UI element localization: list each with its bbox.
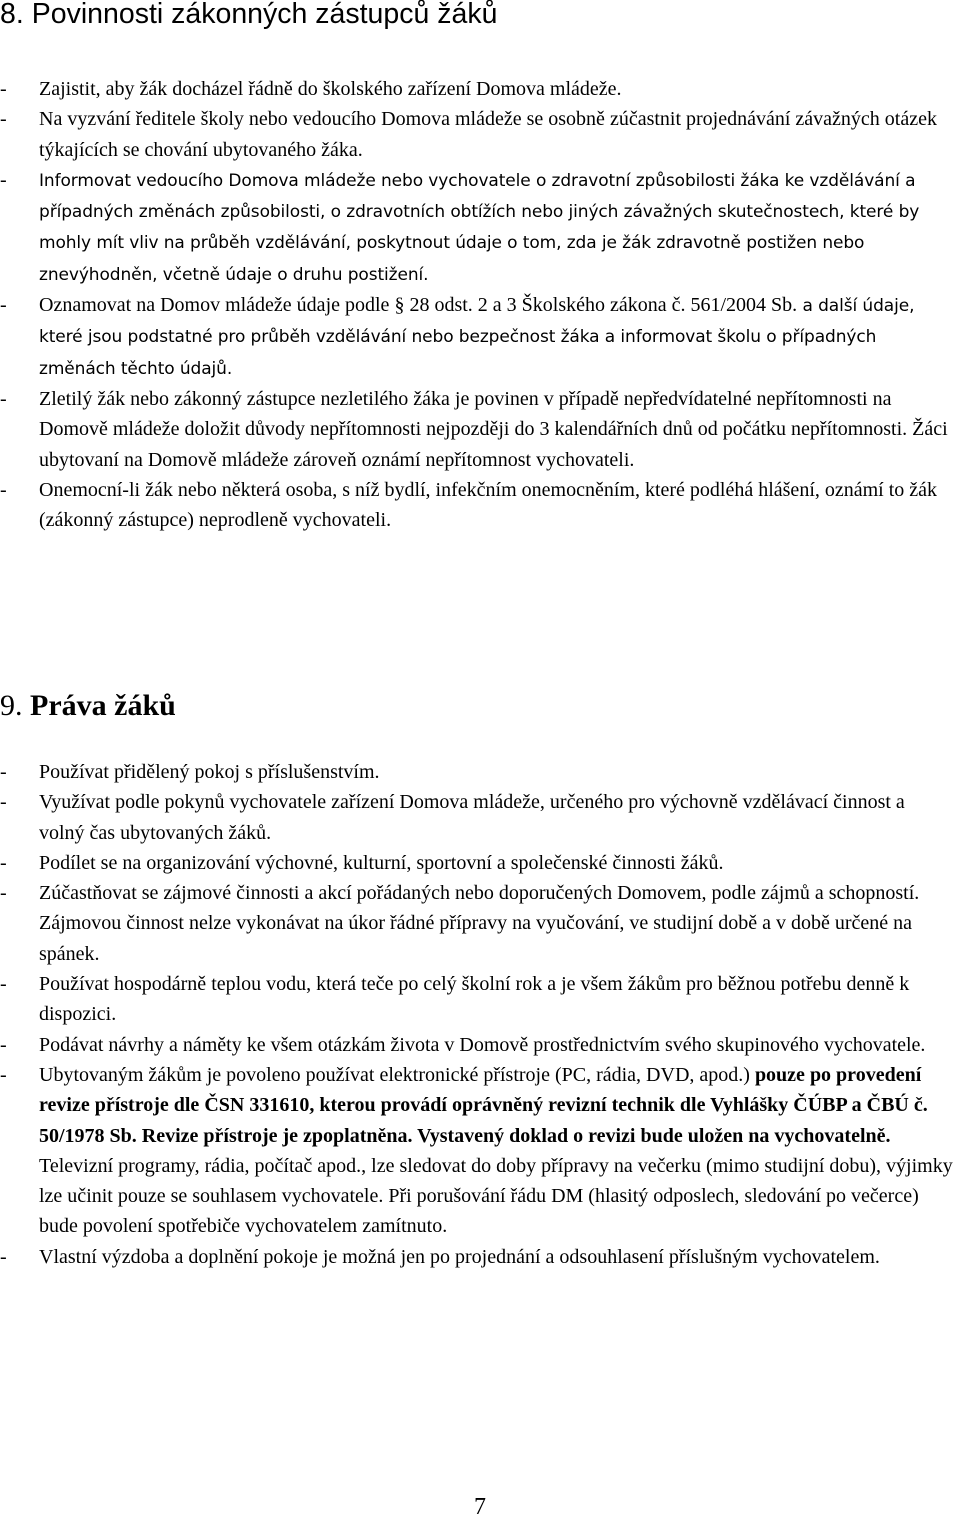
list-item: - Zajistit, aby žák docházel řádně do školského zařízení Domova mládeže. bbox=[0, 74, 960, 104]
list-item: - Informovat vedoucího Domova mládeže nebo vychovatele o zdravotní způsobilosti žáka ke vzdělávání a případných změnách způsobilosti, o zdravotních obtížích nebo jiných závažných skutečnostech, které by mohly mít vliv na průběh vzdělávání, poskytnout údaje o tom, zda je žák zdravotně postižen nebo znevýhodněn, včetně údaje o druhu postižení. bbox=[0, 165, 960, 290]
list-bullet: - bbox=[0, 78, 7, 100]
list-bullet: - bbox=[0, 851, 7, 874]
list-bullet: - bbox=[0, 294, 7, 317]
list-item: - Podílet se na organizování výchovné, kulturní, sportovní a společenské činnosti žáků. bbox=[0, 848, 960, 878]
list-bullet: - bbox=[0, 973, 7, 996]
list-item: - Vlastní výzdoba a doplnění pokoje je možná jen po projednání a odsouhlasení příslušným vychovatelem. bbox=[0, 1242, 960, 1272]
list-bullet: - bbox=[0, 387, 7, 410]
section-sign-icon: § bbox=[394, 294, 405, 317]
list-bullet: - bbox=[0, 478, 7, 501]
list-bullet: - bbox=[0, 761, 7, 783]
section-8-list bbox=[0, 74, 960, 535]
list-bullet: - bbox=[0, 168, 7, 191]
list-bullet: - bbox=[0, 1245, 7, 1268]
list-item: - Na vyzvání ředitele školy nebo vedoucího Domova mládeže se osobně zúčastnit projednávání závažných otázek týkajících se chování ubytovaného žáka. bbox=[0, 104, 960, 165]
section-8-number: 8. bbox=[0, 0, 24, 30]
list-item: - Zletilý žák nebo zákonný zástupce nezletilého žáka je povinen v případě nepředvídatelné nepřítomnosti na Domově mládeže doložit důvody nepřítomnosti nejpozději do 3 kalendářních dnů od počátku nepřítomnosti. Žáci ubytovaní na Domově mládeže zároveň oznámí nepřítomnost vychovateli. bbox=[0, 384, 960, 475]
section-9-number: 9. bbox=[0, 689, 23, 722]
section-9-heading bbox=[0, 689, 176, 723]
list-item: - Podávat návrhy a náměty ke všem otázkám života v Domově prostřednictvím svého skupinového vychovatele. bbox=[0, 1030, 960, 1060]
list-item: - Ubytovaným žákům je povoleno používat elektronické přístroje (PC, rádia, DVD, apod.) pouze po provedení revize přístroje dle ČSN 331610, kterou provádí oprávněný revizní technik dle Vyhlášky ČÚBP a ČBÚ č. 50/1978 Sb. Revize přístroje je zpoplatněna. Vystavený doklad o revizi bude uložen na vychovatelně. Televizní programy, rádia, počítač apod., lze sledovat do doby přípravy na večerku (mimo studijní dobu), výjimky lze učinit pouze se souhlasem vychovatele. Při porušování řádu DM (hlasitý odposlech, sledování po večerce) bude povolení spotřebiče vychovatelem zamítnuto. bbox=[0, 1060, 960, 1242]
list-bullet: - bbox=[0, 882, 7, 905]
section-9-list bbox=[0, 757, 960, 1272]
list-item: - Využívat podle pokynů vychovatele zařízení Domova mládeže, určeného pro výchovně vzdělávací činnost a volný čas ubytovaných žáků. bbox=[0, 787, 960, 848]
list-item: - Zúčastňovat se zájmové činnosti a akcí pořádaných nebo doporučených Domovem, podle zájmů a schopností. Zájmovou činnost nelze vykonávat na úkor řádné přípravy na vyučování, ve studijní době a v době určené na spánek. bbox=[0, 878, 960, 969]
page-number: 7 bbox=[474, 1494, 486, 1520]
list-bullet: - bbox=[0, 108, 7, 131]
section-8-title: Povinnosti zákonných zástupců žáků bbox=[31, 0, 498, 30]
list-bullet: - bbox=[0, 1063, 7, 1086]
list-bullet: - bbox=[0, 1033, 7, 1056]
list-bullet: - bbox=[0, 791, 7, 814]
list-item: - Používat přidělený pokoj s příslušenstvím. bbox=[0, 757, 960, 787]
list-item: - Používat hospodárně teplou vodu, která teče po celý školní rok a je všem žákům pro běžnou potřebu denně k dispozici. bbox=[0, 969, 960, 1030]
list-item: - Onemocní-li žák nebo některá osoba, s níž bydlí, infekčním onemocněním, které podléhá hlášení, oznámí to žák (zákonný zástupce) neprodleně vychovateli. bbox=[0, 475, 960, 536]
list-item: - Oznamovat na Domov mládeže údaje podle § 28 odst. 2 a 3 Školského zákona č. 561/2004 Sb. a další údaje, které jsou podstatné pro průběh vzdělávání nebo bezpečnost žáka a informovat školu o případných změnách těchto údajů. bbox=[0, 290, 960, 384]
section-9-title: Práva žáků bbox=[30, 689, 176, 722]
section-8-heading bbox=[0, 0, 497, 31]
